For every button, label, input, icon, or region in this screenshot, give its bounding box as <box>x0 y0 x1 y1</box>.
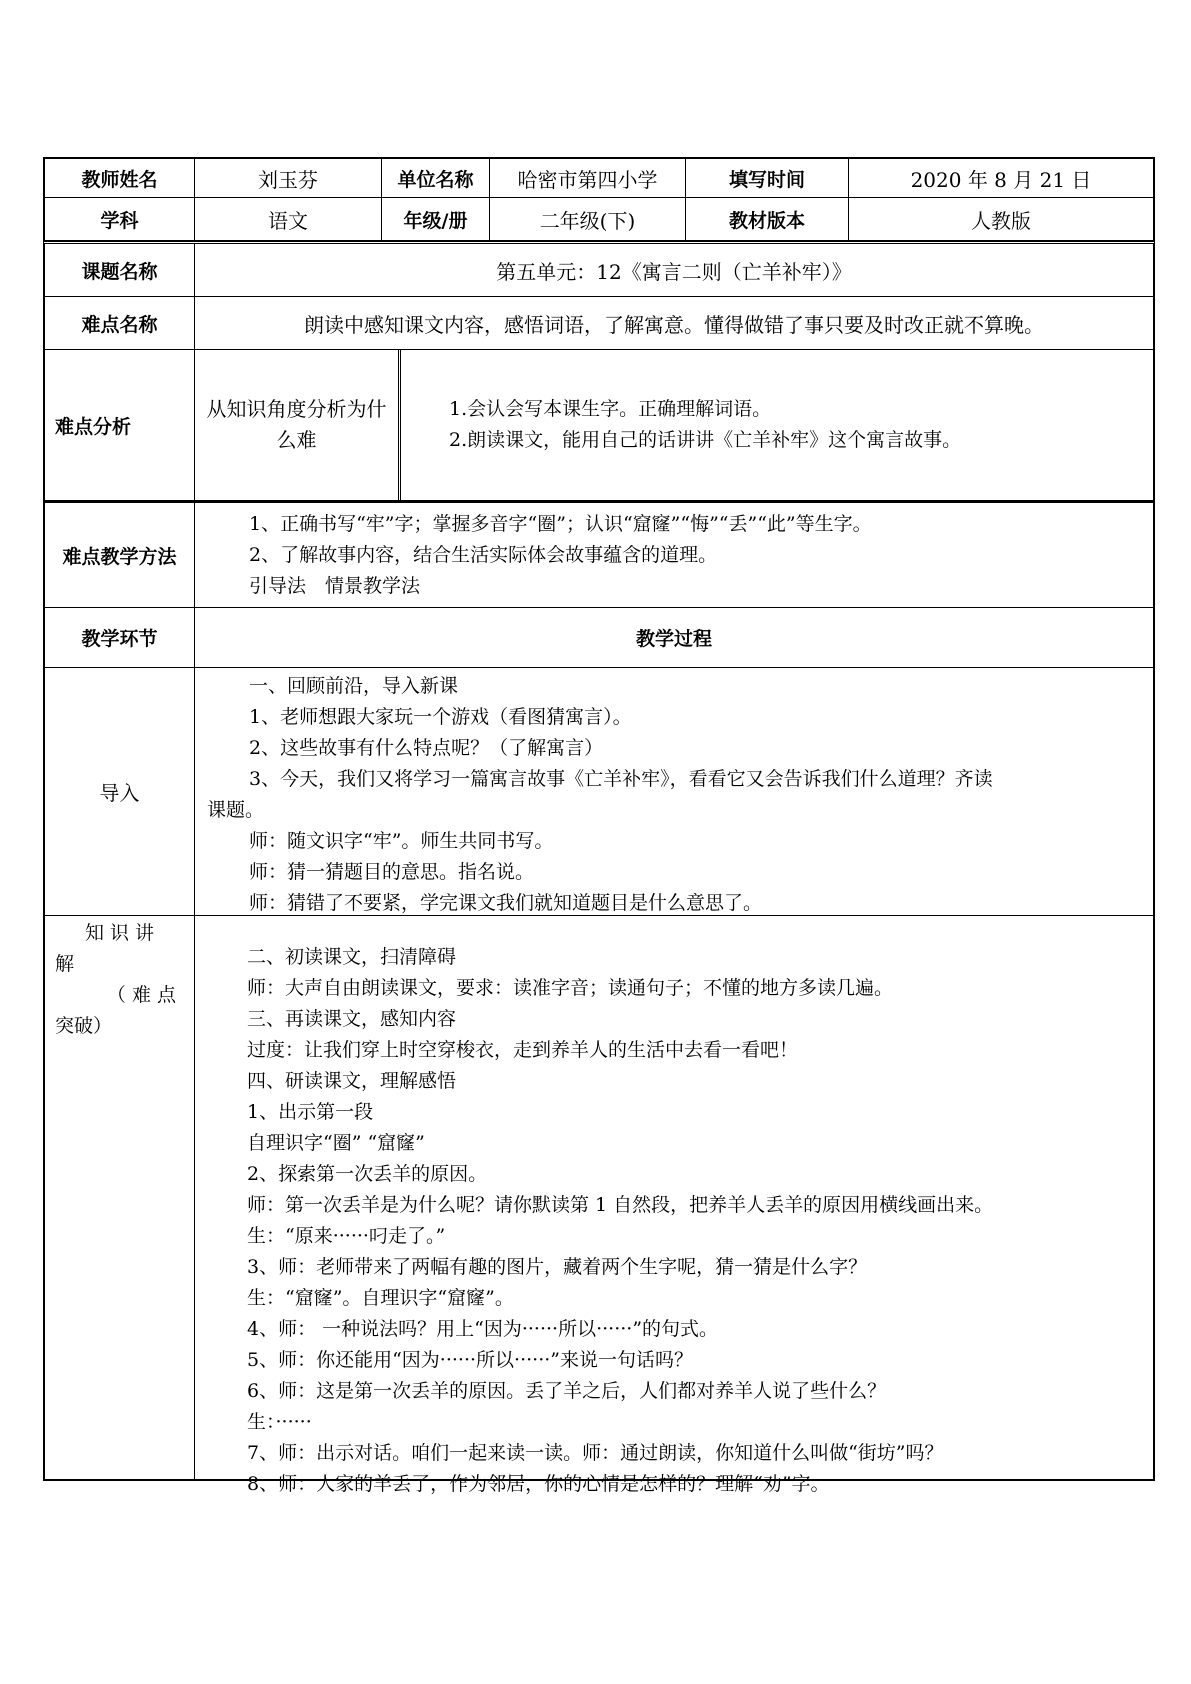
process-step-label: 教学环节 <box>45 608 195 667</box>
knowledge-line: 三、再读课文，感知内容 <box>247 1008 457 1030</box>
knowledge-line: 8、师：人家的羊丢了，作为邻居，你的心情是怎样的？理解“劝”字。 <box>247 1473 830 1495</box>
knowledge-label-line: （ 难 点 <box>106 984 176 1006</box>
process-header-row <box>43 608 1155 668</box>
intro-line: 师：猜一猜题目的意思。指名说。 <box>249 861 535 883</box>
method-line: 1、正确书写“牢”字；掌握多音字“圈”；认识“窟窿”“悔”“丢”“此”等生字。 <box>249 512 872 535</box>
knowledge-line: 自理识字“圈” “窟窿” <box>247 1132 425 1154</box>
difficulty-value: 朗读中感知课文内容，感悟词语，了解寓意。懂得做错了事只要及时改正就不算晚。 <box>304 312 1044 337</box>
knowledge-line: 师：大声自由朗读课文，要求：读准字音；读通句子；不懂的地方多读几遍。 <box>247 977 894 999</box>
intro-line: 1、老师想跟大家玩一个游戏（看图猜寓言）。 <box>249 706 632 728</box>
knowledge-line: 过度：让我们穿上时空穿梭衣，走到养羊人的生活中去看一看吧！ <box>247 1039 799 1061</box>
intro-content <box>195 668 1153 915</box>
unit-name-label: 单位名称 <box>382 159 490 197</box>
subject-value: 语文 <box>195 198 382 240</box>
teacher-name-value: 刘玉芬 <box>195 159 382 197</box>
knowledge-line: 生：“窟窿”。自理识字“窟窿”。 <box>247 1287 514 1309</box>
topic-label: 课题名称 <box>45 244 195 296</box>
knowledge-line: 二、初读课文，扫清障碍 <box>247 946 457 968</box>
subject-label: 学科 <box>45 198 195 240</box>
knowledge-line: 3、师：老师带来了两幅有趣的图片，藏着两个生字呢，猜一猜是什么字？ <box>247 1256 868 1278</box>
analysis-item: 2.朗读课文，能用自己的话讲讲《亡羊补牢》这个寓言故事。 <box>449 429 962 451</box>
knowledge-label-line: 知 识 讲 <box>84 922 155 944</box>
intro-label: 导入 <box>45 668 195 915</box>
knowledge-line: 6、师：这是第一次丢羊的原因。丢了羊之后，人们都对养羊人说了些什么？ <box>247 1380 887 1402</box>
intro-line: 课题。 <box>207 799 265 821</box>
info-row-2 <box>43 198 1155 241</box>
method-line: 2、了解故事内容，结合生活实际体会故事蕴含的道理。 <box>249 543 718 566</box>
topic-value: 第五单元：12《寓言二则（亡羊补牢）》 <box>496 259 852 284</box>
analysis-angle: 从知识角度分析为什么难 <box>195 350 401 500</box>
method-lines <box>195 503 1153 607</box>
method-line: 引导法 情景教学法 <box>249 574 421 597</box>
intro-line: 师：猜错了不要紧，学完课文我们就知道题目是什么意思了。 <box>249 892 763 914</box>
process-title: 教学过程 <box>635 628 712 650</box>
difficulty-label: 难点名称 <box>45 297 195 349</box>
method-row <box>43 501 1155 608</box>
lesson-plan-table <box>43 157 1155 1495</box>
knowledge-label-line: 解 <box>55 953 75 975</box>
grade-value: 二年级(下) <box>490 198 686 240</box>
fill-date-value: 2020 年 8 月 21 日 <box>910 167 1092 192</box>
knowledge-line: 5、师：你还能用“因为······所以······”来说一句话吗？ <box>247 1349 693 1371</box>
intro-line: 3、今天，我们又将学习一篇寓言故事《亡羊补牢》，看看它又会告诉我们什么道理？齐读 <box>249 768 993 790</box>
knowledge-line: 7、师：出示对话。咱们一起来读一读。师：通过朗读，你知道什么叫做“街坊”吗？ <box>247 1442 944 1464</box>
grade-label: 年级/册 <box>382 198 490 240</box>
intro-row <box>43 668 1155 916</box>
analysis-label: 难点分析 <box>45 350 195 500</box>
knowledge-line: 四、研读课文，理解感悟 <box>247 1070 457 1092</box>
knowledge-line: 4、师： 一种说法吗？用上“因为······所以······”的句式。 <box>247 1318 719 1340</box>
edition-label: 教材版本 <box>686 198 849 240</box>
knowledge-label <box>45 916 195 1479</box>
analysis-item: 1.会认会写本课生字。正确理解词语。 <box>449 398 772 420</box>
edition-value: 人教版 <box>971 208 1031 233</box>
knowledge-line: 师：第一次丢羊是为什么呢？请你默读第 1 自然段，把养羊人丢羊的原因用横线画出来。 <box>247 1194 994 1216</box>
knowledge-label-line: 突破） <box>55 1015 113 1037</box>
knowledge-line: 1、出示第一段 <box>247 1101 374 1123</box>
knowledge-line: 生：······ <box>247 1411 312 1433</box>
unit-name-value: 哈密市第四小学 <box>490 159 686 197</box>
analysis-items <box>401 350 1153 500</box>
knowledge-row <box>43 916 1155 1495</box>
intro-line: 一、回顾前沿，导入新课 <box>249 675 459 697</box>
info-row-1 <box>43 157 1155 198</box>
teacher-name-label: 教师姓名 <box>45 159 195 197</box>
intro-line: 2、这些故事有什么特点呢？（了解寓言） <box>249 737 604 759</box>
fill-date-label: 填写时间 <box>686 159 849 197</box>
difficulty-row <box>43 297 1155 350</box>
intro-line: 师：随文识字“牢”。师生共同书写。 <box>249 830 554 852</box>
method-label: 难点教学方法 <box>45 503 195 607</box>
knowledge-line: 2、探索第一次丢羊的原因。 <box>247 1163 488 1185</box>
knowledge-line: 生：“原来······叼走了。” <box>247 1225 446 1247</box>
topic-row <box>43 241 1155 297</box>
analysis-row <box>43 350 1155 501</box>
knowledge-content <box>195 916 1153 1495</box>
